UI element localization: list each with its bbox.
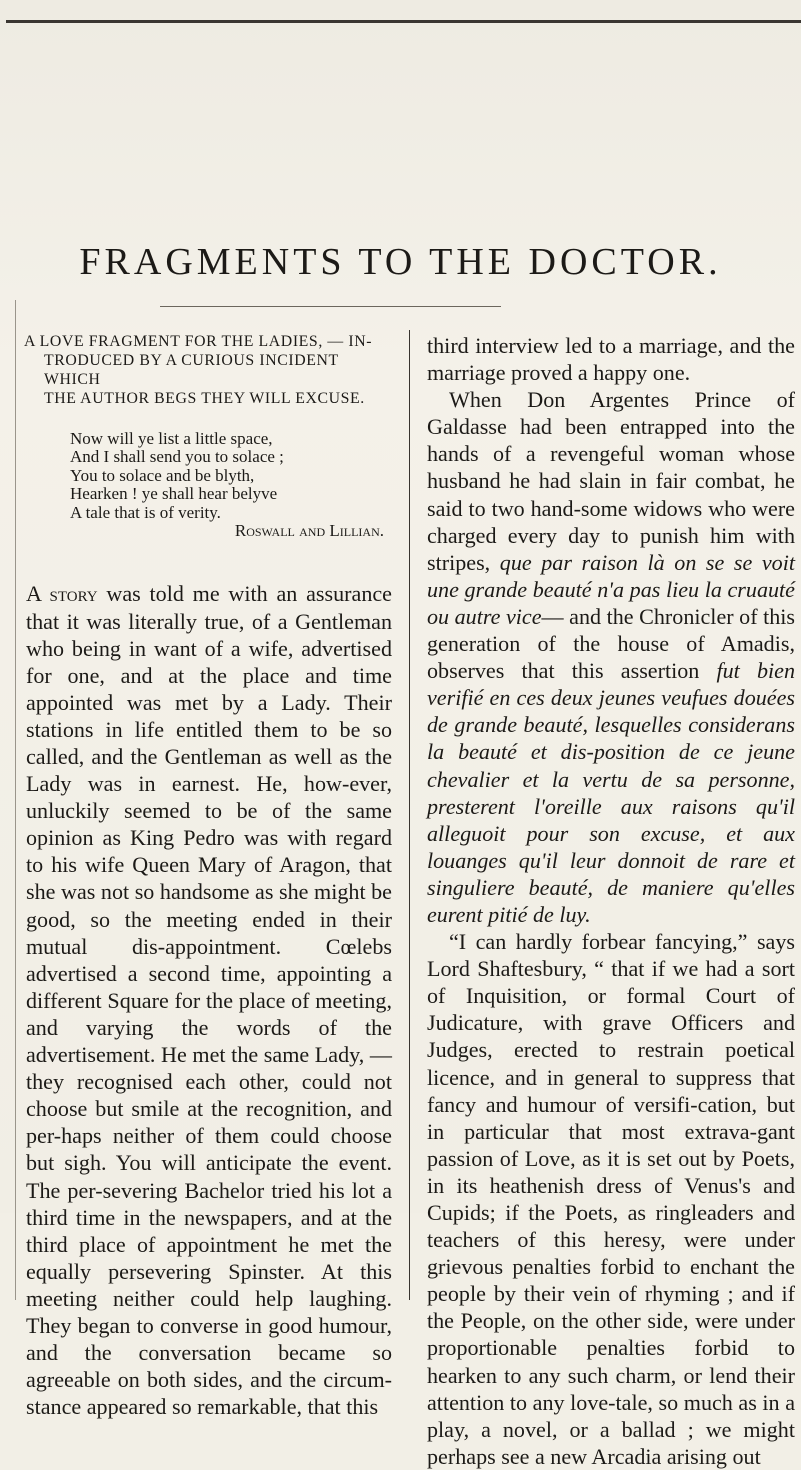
running-header-title: FRAGMENTS TO THE DOCTOR. (79, 241, 722, 283)
verse-line: You to solace and be blyth, (70, 465, 255, 485)
heading-line-1: A LOVE FRAGMENT FOR THE LADIES, — IN- (24, 333, 373, 350)
body-paragraph (18, 580, 392, 1420)
left-column (18, 332, 398, 1420)
heading-line-3: THE AUTHOR BEGS THEY WILL EXCUSE. (44, 390, 365, 407)
paragraph-text: — and the Chronicler of this generation of the house of Amadis, observes that this assertion (427, 603, 796, 684)
verse-line: Now will ye list a little space, (70, 429, 273, 448)
epigraph-attribution: Roswall and Lillian. (234, 521, 384, 541)
top-border-rule (6, 20, 801, 23)
french-quotation: que par raison là on se se voit une grande beauté n'a pas lieu la cruauté ou autre vice (427, 549, 795, 629)
paragraph-text: third interview led to a marriage, and the marriage proved a happy one. (427, 333, 795, 386)
paragraph-galdasse (427, 386, 795, 928)
verse-line: And I shall send you to solace ; (70, 447, 284, 467)
header-rule (160, 306, 501, 307)
epigraph-verse (18, 430, 392, 540)
right-column (421, 332, 799, 1469)
paragraph-text: was told me with an assurance that it was literally true, of a Gentleman who being in want of a wife, advertised for one, and at the place and time appointed was met by a Lady. Their stations in life entitled them to be so called, and the Gentleman as well as the Lady was in earnest. He, how-ever, unluckily seemed to be of the same opinion as King Pedro was with regard to his wife Queen Mary of Aragon, that she was not so handsome as she might be good, so the meeting ended in their mutual dis-appointment. Cœlebs advertised a second time, appointing a different Square for the place of meeting, and varying the words of the advertisement. He met the same Lady, —they recognised each other, could not choose but smile at the recognition, and per-haps neither of them could choose but sigh. You will anticipate the event. The per-severing Bachelor tried his lot a third time in the newspapers, and at the third place of appointment he met the equally persevering Spinster. At this meeting neither could help laughing. They began to converse in good humour, and the conversation became so agreeable on both sides, and the circum-stance appeared so remarkable, that this (26, 581, 392, 1420)
left-border-line (15, 300, 16, 1300)
french-quotation: fut bien verifié en ces deux jeunes veufues douées de grande beauté, lesquelles considerans la beauté et dis-position de ce jeune chevalier et la vertu de sa personne, presterent l'oreille aux raisons qu'il alleguoit pour son excuse, et aux louanges qu'il leur donnoit de rare et singuliere beauté, de maniere qu'elles eurent pitié de luy. (427, 658, 796, 927)
column-divider (409, 330, 410, 1300)
opening-words: A story (26, 581, 98, 607)
paragraph-text: “I can hardly forbear fancying,” says Lord Shaftesbury, “ that if we had a sort of Inquisition, or formal Court of Judicature, with grave Officers and Judges, erected to restrain poetical licence, and in general to suppress that fancy and humour of versifi-cation, but in particular that most extrava-gant passion of Love, as it is set out by Poets, in its heathenish dress of Venus's and Cupids; if the Poets, as ringleaders and teachers of this heresy, were under grievous penalties forbid to enchant the people by their vein of rhyming ; and if the People, on the other side, were under proportionable penalties forbid to hearken to any such charm, or lend their attention to any love-tale, so much as in a play, a novel, or a ballad ; we might perhaps see a new Arcadia arising out (427, 929, 795, 1469)
verse-line: Hearken ! ye shall hear belyve (70, 484, 278, 504)
chapter-heading (18, 332, 392, 408)
heading-line-2: TRODUCED BY A CURIOUS INCIDENT WHICH (44, 352, 339, 388)
verse-line: A tale that is of verity. (70, 502, 221, 522)
body-paragraph (427, 332, 795, 1470)
paragraph-text: When Don Argentes Prince of Galdasse had been entrapped into the hands of a revengeful woman whose husband he had slain in fair combat, he said to two hand-some widows who were charged every day to punish him with stripes, (427, 387, 795, 575)
